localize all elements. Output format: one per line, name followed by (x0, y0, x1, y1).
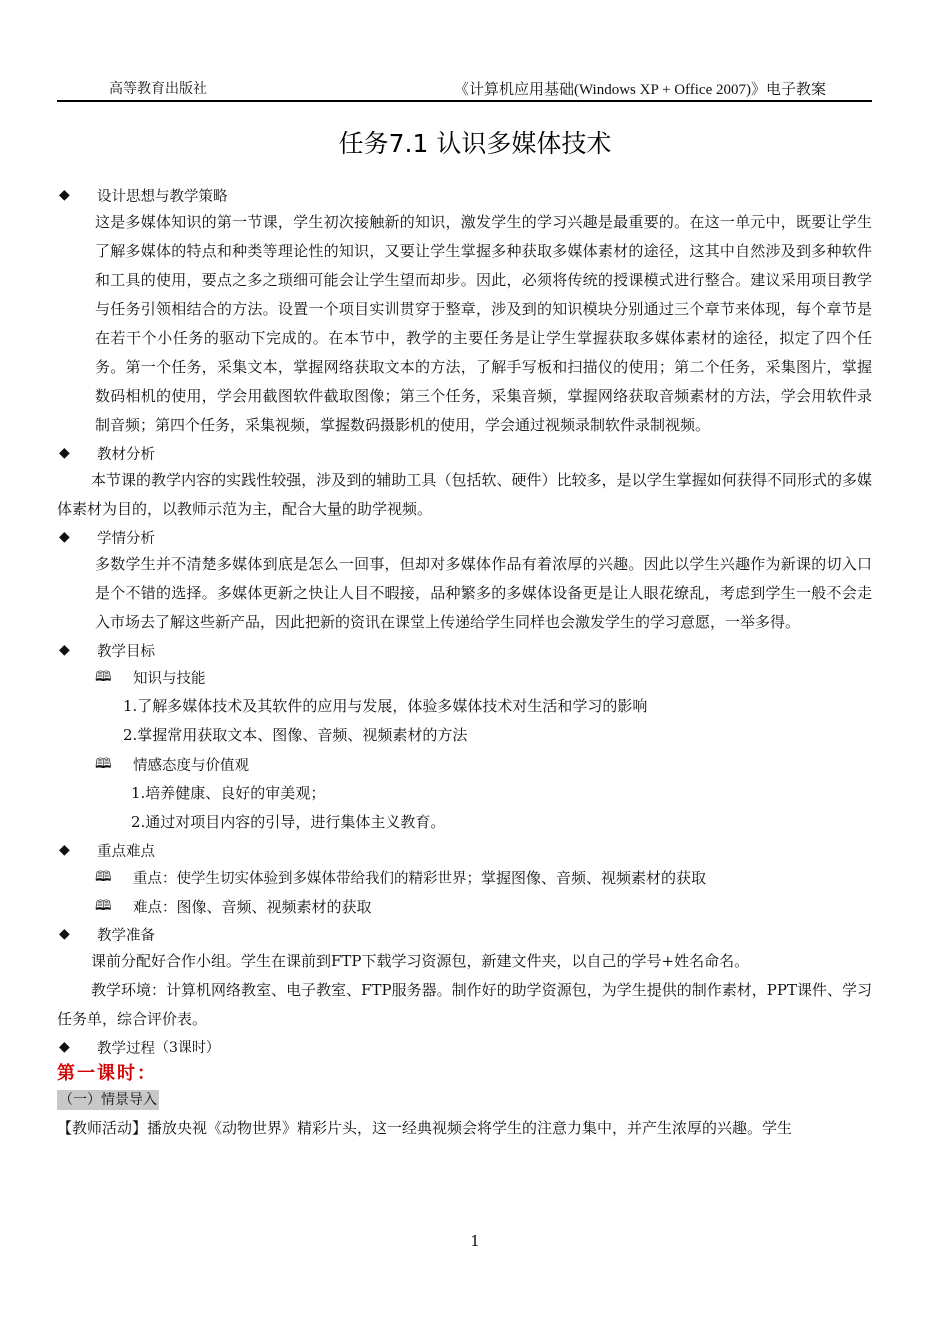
students-paragraph: 多数学生并不清楚多媒体到底是怎么一回事，但却对多媒体作品有着浓厚的兴趣。因此以学生兴趣作为新课的切入口是个不错的选择。多媒体更新之快让人目不暇接，品种繁多的多媒体设备更是让人眼花缭乱，考虑到学生一般不会走入市场去了解这些新产品，因此把新的资讯在课堂上传递给学生同样也会激发学生的学习意愿，一举多得。 (95, 555, 872, 631)
activity-paragraph: 【教师活动】播放央视《动物世界》精彩片头，这一经典视频会将学生的注意力集中，并产生浓厚的兴趣。学生 (57, 1119, 793, 1137)
diamond-bullet-icon: ◆ (59, 529, 70, 545)
section-heading-material (57, 440, 872, 466)
section-heading-key (57, 837, 872, 863)
difficulty-line (57, 892, 872, 921)
scene-heading: （一）情景导入 (59, 1092, 157, 1108)
prep-paragraph-2: 教学环境：计算机网络教室、电子教室、FTP服务器。制作好的助学资源包，为学生提供的制作素材，PPT课件、学习任务单，综合评价表。 (57, 981, 872, 1028)
section-heading-students (57, 524, 872, 550)
diamond-bullet-icon: ◆ (59, 445, 70, 461)
difficulty-text: 图像、音频、视频素材的获取 (176, 898, 372, 916)
lesson-heading: 第一课时： (57, 1063, 157, 1084)
header-book-title: 《计算机应用基础(Windows XP + Office 2007)》电子教案 (454, 82, 826, 98)
subheading-knowledge (57, 663, 872, 692)
header-publisher: 高等教育出版社 (109, 81, 207, 97)
section-title: 学情分析 (97, 530, 155, 547)
section-heading-design (57, 182, 872, 208)
prep-paragraph-1: 课前分配好合作小组。学生在课前到FTP下载学习资源包，新建文件夹，以自己的学号+姓名命名。 (91, 952, 750, 970)
section-heading-process (57, 1034, 872, 1060)
design-paragraph: 这是多媒体知识的第一节课，学生初次接触新的知识，激发学生的学习兴趣是最重要的。在这一单元中，既要让学生了解多媒体的特点和种类等理论性的知识，又要让学生掌握多种获取多媒体素材的途径，这其中自然涉及到多种软件和工具的使用，要点之多之琐细可能会让学生望而却步。因此，必须将传统的授课模式进行整合。建议采用项目教学与任务引领相结合的方法。设置一个项目实训贯穿于整章，涉及到的知识模块分别通过三个章节来体现，每个章节是在若干个小任务的驱动下完成的。在本节中，教学的主要任务是让学生掌握获取多媒体素材的途径，拟定了四个任务。第一个任务，采集文本，掌握网络获取文本的方法，了解手写板和扫描仪的使用；第二个任务，采集图片，掌握数码相机的使用，学会用截图软件截取图像；第三个任务，采集音频，掌握网络获取音频素材的方法，学会用软件录制音频；第四个任务，采集视频，掌握数码摄影机的使用，学会通过视频录制软件录制视频。 (95, 213, 872, 434)
open-book-icon: 🕮 (95, 755, 112, 772)
open-book-icon: 🕮 (95, 668, 112, 685)
page-title: 任务7.1 认识多媒体技术 (338, 129, 612, 158)
section-title: 设计思想与教学策略 (97, 188, 228, 205)
page-header (57, 76, 872, 102)
diamond-bullet-icon: ◆ (59, 642, 70, 658)
material-paragraph: 本节课的教学内容的实践性较强，涉及到的辅助工具（包括软、硬件）比较多，是以学生掌握如何获得不同形式的多媒体素材为目的，以教师示范为主，配合大量的助学视频。 (57, 471, 872, 518)
list-item: 1.培养健康、良好的审美观； (131, 784, 326, 802)
subheading-label: 情感态度与价值观 (133, 758, 249, 774)
open-book-icon: 🕮 (95, 897, 112, 914)
difficulty-label: 难点： (133, 900, 177, 916)
list-item: 2.掌握常用获取文本、图像、音频、视频素材的方法 (123, 726, 468, 744)
focus-label: 重点：使学生切实体验到多媒体带给我们的精彩世界； (133, 871, 481, 887)
section-title: 教学准备 (97, 927, 155, 944)
subheading-label: 知识与技能 (133, 671, 206, 687)
diamond-bullet-icon: ◆ (59, 926, 70, 942)
section-heading-prep (57, 921, 872, 947)
open-book-icon: 🕮 (95, 868, 112, 885)
page-number: 1 (470, 1232, 480, 1250)
list-item: 2.通过对项目内容的引导，进行集体主义教育。 (131, 813, 446, 831)
section-title: 教学过程 (97, 1040, 155, 1057)
diamond-bullet-icon: ◆ (59, 187, 70, 203)
focus-text: 掌握图像、音频、视频素材的获取 (481, 869, 707, 887)
diamond-bullet-icon: ◆ (59, 1039, 70, 1055)
section-heading-goals (57, 637, 872, 663)
section-title: 教学目标 (97, 643, 155, 660)
focus-line (57, 863, 872, 892)
diamond-bullet-icon: ◆ (59, 842, 70, 858)
list-item: 1.了解多媒体技术及其软件的应用与发展，体验多媒体技术对生活和学习的影响 (123, 697, 648, 715)
subheading-attitude (57, 750, 872, 779)
section-title: 重点难点 (97, 843, 155, 860)
section-title: 教材分析 (97, 446, 155, 463)
section-note: （3课时） (155, 1040, 220, 1056)
document-body (57, 182, 872, 1143)
